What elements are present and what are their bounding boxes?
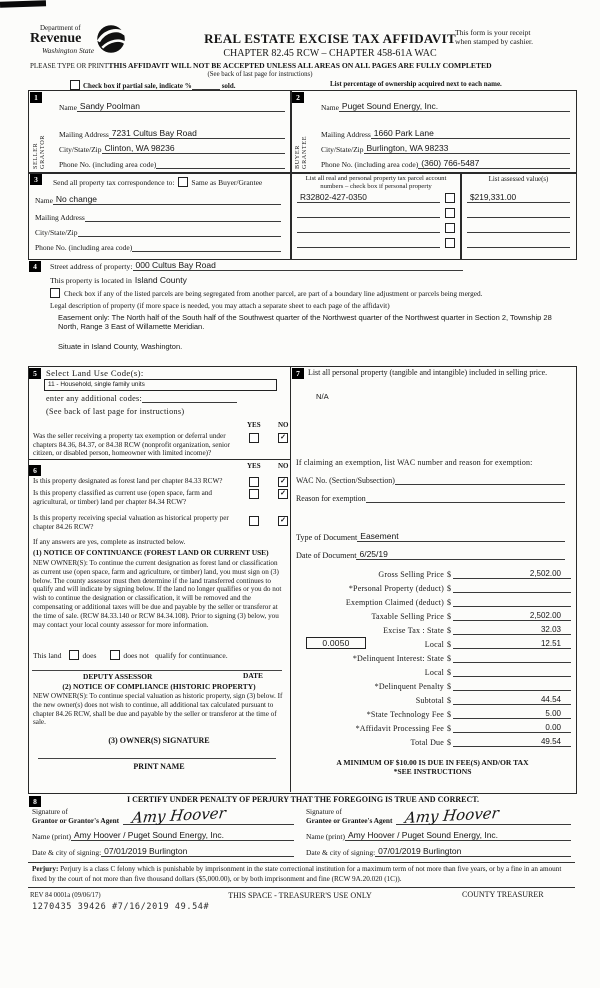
buyer-address-field[interactable] (371, 128, 570, 139)
document-type-label: Type of Document (296, 533, 358, 542)
buyer-role-word2: GRANTEE (301, 135, 308, 169)
print-name-label: PRINT NAME (133, 762, 185, 771)
legal-description-label: Legal description of property (if more space is needed, you may attach a separate sheet to each page of the affidavit) (50, 301, 390, 310)
money-row-gross (294, 566, 571, 579)
corr-address-field[interactable] (85, 211, 281, 222)
located-in-value: Island County (134, 275, 187, 285)
corr-csz-label: City/State/Zip (35, 228, 78, 237)
buyer-csz-value: Burlington, WA 98233 (366, 143, 449, 153)
does-not-label: does not (123, 650, 149, 660)
situate-value: Situate in Island County, Washington. (58, 342, 183, 351)
additional-codes-field[interactable] (142, 394, 237, 403)
does-not-checkbox[interactable] (110, 650, 120, 660)
seller-phone-value (156, 158, 162, 168)
excise-state-label: Excise Tax : State (383, 626, 444, 635)
taxable-price-field[interactable]: 2,502.00 (453, 611, 571, 621)
seller-phone-label: Phone No. (including area code) (59, 160, 157, 169)
seller-address-label: Mailing Address (59, 130, 109, 139)
taxable-price-label: Taxable Selling Price (371, 612, 444, 621)
form-chapter: CHAPTER 82.45 RCW – CHAPTER 458-61A WAC (223, 48, 437, 59)
wac-number-value (395, 474, 401, 484)
owners-signature-line[interactable] (38, 758, 276, 759)
money-row-personal (294, 580, 571, 593)
seller-role-word2: GRANTOR (39, 135, 46, 169)
affidavit-fee-label: *Affidavit Processing Fee (355, 724, 444, 733)
dept-line1: Department of (40, 24, 81, 32)
personal-deduct-field[interactable] (453, 592, 571, 593)
exemption-reason-label: Reason for exemption (296, 494, 366, 503)
dollar-sign: $ (447, 696, 451, 705)
money-row-delinq-interest-local (294, 664, 571, 677)
seller-address-value: 7231 Cultus Bay Road (111, 128, 197, 138)
buyer-role-label (294, 107, 308, 169)
parcel-personal-checkbox-3[interactable] (445, 223, 455, 233)
parcel-header-line2: numbers – check box if personal property (320, 183, 432, 191)
local-rate-box[interactable]: 0.0050 (306, 637, 366, 649)
total-due-field[interactable]: 49.54 (453, 737, 571, 747)
dollar-sign: $ (447, 654, 451, 663)
corr-phone-label: Phone No. (including area code) (35, 243, 133, 252)
corr-name-label: Name (35, 196, 53, 205)
assessed-value-4 (467, 237, 473, 247)
corr-phone-value (132, 241, 138, 251)
corr-address-label: Mailing Address (35, 213, 85, 222)
notice-compliance-title: (2) NOTICE OF COMPLIANCE (HISTORIC PROPERTY) (62, 682, 256, 691)
historic-no-checkbox[interactable]: ✓ (278, 516, 288, 526)
seller-role-word1: SELLER (32, 142, 39, 169)
grantee-signature-field[interactable] (396, 804, 571, 828)
receipt-note-line1: This form is your receipt (455, 28, 531, 37)
wac-number-label: WAC No. (Section/Subsection) (296, 476, 395, 485)
same-as-buyer-label: Same as Buyer/Grantee (191, 177, 263, 187)
parcel-header-line1: List all real and personal property tax parcel account (305, 175, 447, 182)
seller-phone-field[interactable] (156, 158, 285, 169)
revenue-swirl-icon (96, 24, 126, 59)
seller-name-field[interactable] (77, 101, 285, 112)
perjury-lead: Perjury: (32, 865, 59, 873)
grantee-date-city-label: Date & city of signing: (306, 848, 376, 858)
wac-number-field[interactable] (395, 474, 565, 485)
perjury-notice (28, 862, 575, 888)
excise-state-field[interactable]: 32.03 (453, 625, 571, 635)
buyer-csz-field[interactable] (364, 143, 571, 154)
grantor-date-city-value: 07/01/2019 Burlington (104, 846, 188, 857)
qualify-label: qualify for continuance. (154, 650, 228, 660)
revenue-logo (30, 24, 160, 59)
certify-section (28, 795, 575, 861)
yes-header-1: YES (247, 421, 261, 429)
dollar-sign: $ (447, 710, 451, 719)
gross-price-label: Gross Selling Price (378, 570, 444, 579)
excise-local-label: Local (424, 640, 444, 649)
dollar-sign: $ (447, 682, 451, 691)
grantee-name-print-value: Amy Hoover / Puget Sound Energy, Inc. (347, 830, 499, 841)
grantee-name-print-label: Name (print) (306, 832, 345, 842)
parcel-field-4[interactable] (297, 237, 440, 248)
exemption-deduct-label: Exemption Claimed (deduct) (345, 598, 444, 607)
exemption-reason-field[interactable] (366, 492, 565, 503)
yes-header-2: YES (247, 462, 261, 470)
see-back-note: (See back of last page for instructions) (207, 71, 313, 78)
current-use-question: Is this property classified as current use (open space, farm and agricultural, or timber) land per chapter 84.34 RCW? (33, 489, 213, 506)
land-use-title: Select Land Use Code(s): (46, 368, 144, 378)
buyer-role-word1: BUYER (294, 145, 301, 169)
treasurer-stamp: 1270435 39426 #7/16/2019 49.54# (32, 902, 210, 912)
assessed-field-2[interactable] (467, 207, 570, 218)
current-use-yes-checkbox[interactable] (249, 489, 259, 499)
grantor-signature-of-label: Signature of (32, 807, 68, 816)
assessed-value-3 (467, 222, 473, 232)
please-type-note: PLEASE TYPE OR PRINT (30, 62, 109, 70)
assessed-field-3[interactable] (467, 222, 570, 233)
delinquent-penalty-label: *Delinquent Penalty (374, 682, 444, 691)
does-checkbox[interactable] (69, 650, 79, 660)
assessed-values-section (460, 172, 577, 260)
tax-exemption-question: Was the seller receiving a property tax exemption or deferral under chapters 84.36, 84.37, or 84.38 RCW (nonprofit organization, senior citizen, or disabled person, homeowner with limited income)? (33, 432, 230, 458)
money-row-subtotal (294, 692, 571, 705)
county-treasurer-label: COUNTY TREASURER (462, 890, 544, 899)
grantee-date-city-field[interactable] (375, 846, 571, 857)
buyer-phone-field[interactable] (418, 158, 570, 169)
same-as-buyer-checkbox[interactable] (178, 177, 188, 187)
state-tech-fee-label: *State Technology Fee (366, 710, 444, 719)
seller-csz-field[interactable] (102, 143, 286, 154)
assessed-header: List assessed value(s) (488, 176, 549, 183)
parcel-field-3[interactable] (297, 222, 440, 233)
dollar-sign: $ (447, 640, 451, 649)
document-type-value: Easement (360, 531, 399, 541)
land-use-see-back: (See back of last page for instructions) (46, 407, 185, 416)
buyer-csz-label: City/State/Zip (321, 145, 364, 154)
document-type-field[interactable] (357, 531, 565, 542)
parcel-value-1: R32802-427-0350 (300, 192, 367, 202)
street-address-value: 000 Cultus Bay Road (135, 260, 216, 270)
grantor-agent-label: Grantor or Grantor's Agent (32, 816, 120, 826)
sold-label: sold. (221, 82, 236, 90)
parcel-personal-checkbox-4[interactable] (445, 238, 455, 248)
grantor-signature-value: Amy Hoover (130, 804, 228, 828)
section-1-number: 1 (30, 92, 42, 103)
legal-description-value: Easement only: The North half of the South half of the Southwest quarter of the Northwest quarter of the Northwest quarter in Section 2, Township 28 North, Range 3 East of Willamette Meridian. (58, 313, 552, 332)
money-row-total (294, 734, 571, 747)
treasurer-space-label: THIS SPACE - TREASURER'S USE ONLY (228, 891, 372, 900)
tax-exemption-yes-checkbox[interactable] (249, 433, 259, 443)
personal-deduct-label: *Personal Property (deduct) (348, 584, 444, 593)
delinquent-penalty-field[interactable] (453, 690, 571, 691)
grantee-date-city-value: 07/01/2019 Burlington (378, 846, 462, 857)
no-header-2: NO (278, 462, 289, 470)
dollar-sign: $ (447, 626, 451, 635)
buyer-name-label: Name (321, 103, 339, 112)
send-correspondence-label: Send all property tax correspondence to: (53, 177, 175, 187)
parcel-personal-checkbox-1[interactable] (445, 193, 455, 203)
parcel-value-3 (297, 222, 303, 232)
money-row-taxable (294, 608, 571, 621)
affidavit-fee-field[interactable]: 0.00 (453, 723, 571, 733)
corr-name-value: No change (55, 194, 98, 204)
seller-csz-value: Clinton, WA 98236 (104, 143, 175, 153)
section5-6-divider (28, 459, 290, 460)
property-section (28, 258, 575, 366)
buyer-address-label: Mailing Address (321, 130, 371, 139)
land-use-section (28, 366, 290, 792)
document-date-value: 6/25/19 (359, 549, 388, 559)
seller-csz-label: City/State/Zip (59, 145, 102, 154)
money-row-state-tax (294, 622, 571, 635)
segregated-label: Check box if any of the listed parcels are being segregated from another parcel, are part of a boundary line adjustment or parcels being merged. (64, 288, 483, 298)
partial-sale-label: Check box if partial sale, indicate % (83, 82, 192, 90)
notice-compliance-body: NEW OWNER(S): To continue special valuation as historic property, sign (3) below. If the new owner(s) does not wish to continue, all additional tax calculated pursuant to chapter 84.26 RCW, shall be due and payable by the seller or transferor at the time of sale. (33, 692, 283, 727)
personal-property-label: List all personal property (tangible and intangible) included in selling price. (308, 368, 548, 377)
parcel-personal-checkbox-2[interactable] (445, 208, 455, 218)
document-date-field[interactable] (356, 549, 565, 560)
dollar-sign: $ (447, 584, 451, 593)
money-row-local-tax (294, 636, 571, 649)
street-address-label: Street address of property: (50, 262, 133, 271)
buyer-address-value: 1660 Park Lane (373, 128, 434, 138)
correspondence-section (28, 172, 292, 260)
section-8-number: 8 (29, 796, 41, 807)
delinquent-interest-local-label: Local (424, 668, 444, 677)
grantor-date-city-label: Date & city of signing: (32, 848, 102, 858)
deputy-date-label: DATE (243, 671, 263, 680)
additional-codes-label: enter any additional codes: (46, 394, 143, 403)
seller-name-value: Sandy Poolman (79, 101, 140, 111)
exemption-deduct-field[interactable] (453, 606, 571, 607)
grantor-date-city-field[interactable] (101, 846, 294, 857)
perjury-body: Perjury is a class C felony which is punishable by imprisonment in the state correctional institution for a maximum term of not more than five years, or by a fine in an amount fixed by the court of not more than five thousand dollars ($5,000.00), or by both imprisonment and fine (RCW 9A.20.020 (1C)). (32, 865, 562, 883)
money-row-exemption (294, 594, 571, 607)
warning-note: THIS AFFIDAVIT WILL NOT BE ACCEPTED UNLESS ALL AREAS ON ALL PAGES ARE FULLY COMPLETED (108, 61, 492, 70)
grantor-signature-field[interactable] (123, 804, 294, 828)
tax-exemption-no-checkbox[interactable]: ✓ (278, 433, 288, 443)
dollar-sign: $ (447, 738, 451, 747)
money-row-processing-fee (294, 720, 571, 733)
dollar-sign: $ (447, 612, 451, 621)
deputy-assessor-label: DEPUTY ASSESSOR (83, 672, 153, 681)
assessed-value-1: $219,331.00 (470, 192, 517, 202)
grantee-signature-of-label: Signature of (306, 807, 342, 816)
assessed-value-2 (467, 207, 473, 217)
buyer-phone-value: (360) 766-5487 (421, 158, 480, 168)
corr-csz-field[interactable] (78, 226, 282, 237)
this-land-label: This land (33, 650, 62, 660)
buyer-section (290, 90, 577, 174)
parcel-value-4 (297, 237, 303, 247)
parcel-field-2[interactable] (297, 207, 440, 218)
historic-property-question: Is this property receiving special valuation as historical property per chapter 84.26 RCW? (33, 514, 229, 531)
corr-csz-value (78, 226, 84, 236)
ownership-note: List percentage of ownership acquired next to each name. (330, 80, 502, 88)
notice-continuance-body: NEW OWNER(S): To continue the current designation as forest land or classification as current use (open space, farm and agriculture, or timber) land, you must sign on (3) below. The county assessor must then determine if the land transferred continues to qualify and will indicate by signing below. If the land no longer qualifies or you do not wish to continue the designation or classification, it will be removed and the compensating or additional taxes will be due and payable by the seller or transferor at the time of sale. (RCW 84.33.140 or RCW 84.34.108). Prior to signing (3) below, you may contact your local county assessor for more information. (33, 559, 282, 629)
corr-address-value (85, 211, 91, 221)
dollar-sign: $ (447, 668, 451, 677)
money-section (290, 366, 575, 792)
money-row-tech-fee (294, 706, 571, 719)
subtotal-label: Subtotal (415, 696, 444, 705)
section-7-number: 7 (292, 368, 304, 379)
forest-land-no-checkbox[interactable]: ✓ (278, 477, 288, 487)
street-address-field[interactable] (133, 260, 463, 271)
gross-price-field[interactable]: 2,502.00 (453, 569, 571, 579)
state-tech-fee-field[interactable]: 5.00 (453, 709, 571, 719)
buyer-name-value: Puget Sound Energy, Inc. (341, 101, 439, 111)
seller-name-label: Name (59, 103, 77, 112)
form-title: REAL ESTATE EXCISE TAX AFFIDAVIT (204, 31, 456, 46)
money-row-delinq-penalty (294, 678, 571, 691)
receipt-note-line2: when stamped by cashier. (455, 37, 534, 47)
scan-artifact-mark (0, 0, 46, 8)
grantor-name-print-label: Name (print) (32, 832, 71, 842)
total-due-label: Total Due (410, 738, 444, 747)
certify-statement: I CERTIFY UNDER PENALTY OF PERJURY THAT THE FOREGOING IS TRUE AND CORRECT. (126, 795, 479, 804)
delinquent-interest-state-label: *Delinquent Interest: State (352, 654, 444, 663)
seller-address-field[interactable] (109, 128, 285, 139)
no-header-1: NO (278, 421, 289, 429)
document-date-label: Date of Document (296, 551, 357, 560)
grantor-name-print-value: Amy Hoover / Puget Sound Energy, Inc. (73, 830, 225, 841)
dollar-sign: $ (447, 570, 451, 579)
assessed-field-1[interactable] (467, 192, 570, 203)
section-3-number: 3 (30, 174, 42, 185)
buyer-phone-label: Phone No. (including area code) (321, 160, 419, 169)
land-use-code-select[interactable]: 11 - Household, single family units (44, 379, 277, 391)
see-instructions-note: *SEE INSTRUCTIONS (393, 767, 472, 776)
personal-property-value: N/A (316, 392, 329, 401)
parcel-numbers-section (290, 172, 462, 260)
section-5-number: 5 (29, 368, 41, 379)
corr-name-field[interactable] (53, 194, 281, 205)
grantee-agent-label: Grantee or Grantee's Agent (306, 816, 393, 826)
segregated-checkbox[interactable] (50, 288, 60, 298)
notice-continuance-title: (1) NOTICE OF CONTINUANCE (FOREST LAND OR CURRENT USE) (33, 548, 269, 557)
money-row-delinq-interest-state (294, 650, 571, 663)
grantee-name-print-field[interactable] (345, 830, 571, 841)
section-4-number: 4 (29, 261, 41, 272)
grantor-name-print-field[interactable] (71, 830, 294, 841)
current-use-no-checkbox[interactable]: ✓ (278, 489, 288, 499)
seller-role-label (32, 107, 46, 169)
partial-sale-percent-field[interactable] (192, 81, 220, 90)
forest-land-question: Is this property designated as forest land per chapter 84.33 RCW? (33, 477, 223, 485)
seller-section (28, 90, 292, 174)
located-in-label: This property is located in (50, 276, 132, 285)
grantee-signature-value: Amy Hoover (404, 804, 501, 828)
corr-phone-field[interactable] (132, 241, 281, 252)
form-rev-number: REV 84 0001a (09/06/17) (30, 892, 101, 899)
historic-yes-checkbox[interactable] (249, 516, 259, 526)
dept-line3: Washington State (42, 46, 95, 55)
partial-sale-checkbox[interactable] (70, 80, 80, 90)
subtotal-field[interactable]: 44.54 (453, 695, 571, 705)
any-yes-note: If any answers are yes, complete as instructed below. (33, 538, 186, 546)
exemption-claim-label: If claiming an exemption, list WAC number and reason for exemption: (296, 458, 533, 467)
forest-land-yes-checkbox[interactable] (249, 477, 259, 487)
parcel-field-1[interactable] (297, 192, 440, 203)
delinquent-interest-local-field[interactable] (453, 676, 571, 677)
buyer-name-field[interactable] (339, 101, 570, 112)
dept-name: Revenue (30, 31, 82, 46)
section-6-number: 6 (29, 465, 41, 476)
exemption-reason-value (366, 492, 372, 502)
excise-local-field[interactable]: 12.51 (453, 639, 571, 649)
minimum-fee-note: A MINIMUM OF $10.00 IS DUE IN FEE(S) AND/OR TAX (336, 758, 529, 767)
does-label: does (82, 650, 97, 660)
dollar-sign: $ (447, 724, 451, 733)
assessed-field-4[interactable] (467, 237, 570, 248)
dollar-sign: $ (447, 598, 451, 607)
parcel-value-2 (297, 207, 303, 217)
section-2-number: 2 (292, 92, 304, 103)
delinquent-interest-state-field[interactable] (453, 662, 571, 663)
owners-signature-label: (3) OWNER(S) SIGNATURE (108, 736, 210, 745)
